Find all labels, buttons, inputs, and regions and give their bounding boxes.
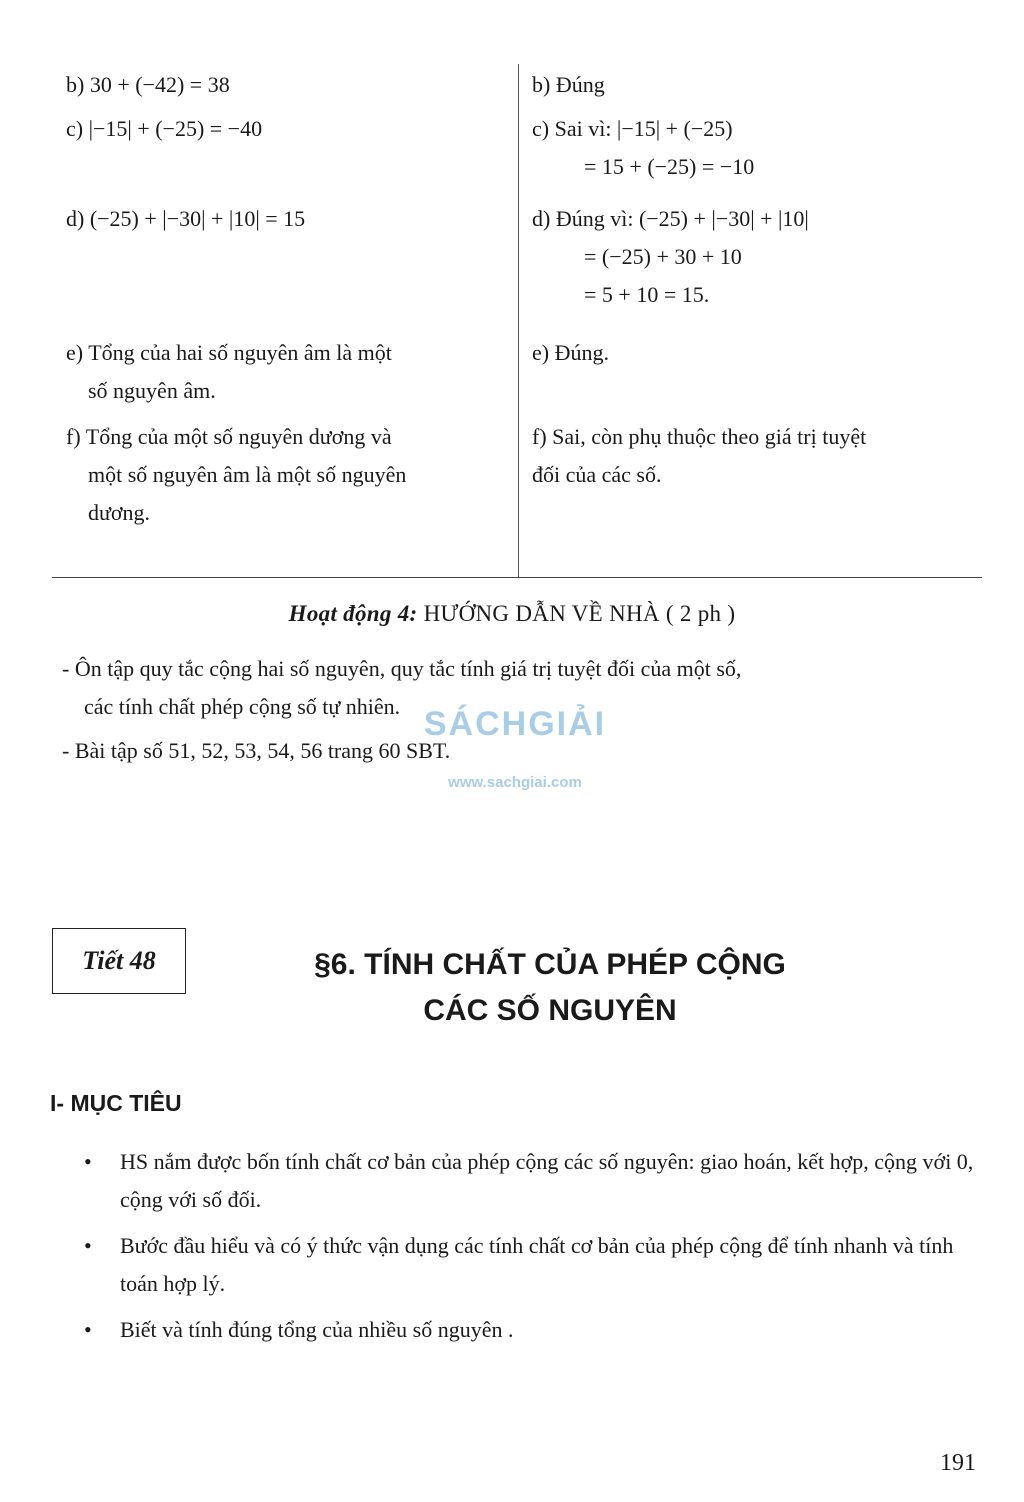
list-item: • Bước đầu hiểu và có ý thức vận dụng các tính chất cơ bản của phép cộng để tính nhanh và tính toán hợp lý. [84,1227,984,1303]
list-item: • HS nắm được bốn tính chất cơ bản của phép cộng các số nguyên: giao hoán, kết hợp, cộng với 0, cộng với số đối. [84,1143,984,1219]
table-row-f-answer: f) Sai, còn phụ thuộc theo giá trị tuyệt đối của các số. [532,424,867,487]
table-row-b-statement: b) 30 + (−42) = 38 [66,72,230,97]
answer-table [60,62,982,578]
lesson-title-line-1: §6. TÍNH CHẤT CỦA PHÉP CỘNG [314,948,786,981]
table-column-divider [518,64,519,578]
bullet-icon: • [84,1233,92,1258]
table-row-c-statement: c) |−15| + (−25) = −40 [66,116,263,141]
page-number: 191 [940,1450,976,1476]
lesson-label-box: Tiết 48 [52,928,186,994]
list-item: • Biết và tính đúng tổng của nhiều số nguyên . [84,1311,984,1349]
table-row-e-answer: e) Đúng. [532,340,609,365]
homework-item-1: - Ôn tập quy tắc cộng hai số nguyên, quy tắc tính giá trị tuyệt đối của một số, các tính chất phép cộng số tự nhiên. [62,656,742,719]
table-row-c-answer: c) Sai vì: |−15| + (−25) = 15 + (−25) = −10 [532,116,755,179]
table-row-f-statement: f) Tổng của một số nguyên dương và một số nguyên âm là một số nguyên dương. [66,424,407,525]
objectives-list [84,1143,984,1357]
table-row-e-statement: e) Tổng của hai số nguyên âm là một số nguyên âm. [66,340,392,403]
table-row-b-answer: b) Đúng [532,72,605,97]
lesson-title-line-2: CÁC SỐ NGUYÊN [423,994,677,1027]
bullet-icon: • [84,1149,92,1174]
section-heading-objectives: I- MỤC TIÊU [50,1090,182,1116]
table-row-d-statement: d) (−25) + |−30| + |10| = 15 [66,206,306,231]
table-bottom-rule [52,577,982,578]
bullet-icon: • [84,1317,92,1342]
watermark-logo: SÁCHGIẢI www.sachgiai.com [423,705,607,791]
activity-heading: Hoạt động 4: HƯỚNG DẪN VỀ NHÀ ( 2 ph ) [288,601,736,626]
table-row-d-answer: d) Đúng vì: (−25) + |−30| + |10| = (−25) + 30 + 10 = 5 + 10 = 15. [532,206,809,307]
homework-item-2: - Bài tập số 51, 52, 53, 54, 56 trang 60 SBT. [62,738,451,763]
